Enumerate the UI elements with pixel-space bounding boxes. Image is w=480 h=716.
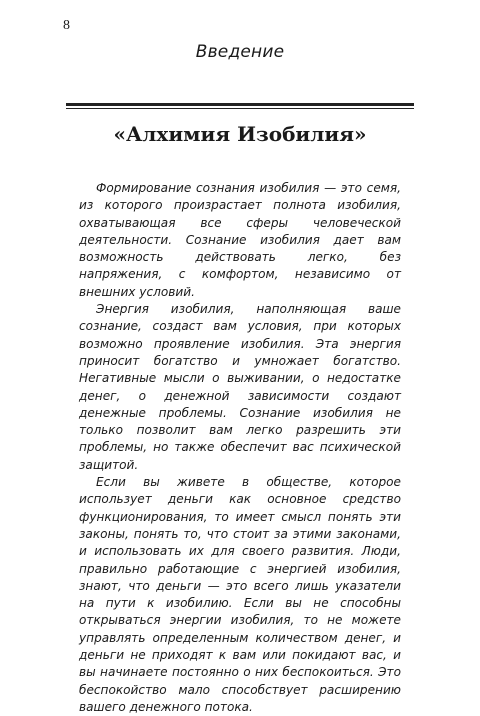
paragraph-2: Энергия изобилия, наполняющая ваше сознание, создаст вам условия, при которых возможно проявление изобилия. Эта энергия приносит богатство и умножает богатство. Негативные мысли о выживании, о недостатке денег, о денежной зависимости создают денежные проблемы. Сознание изобилия не только позволит вам легко разрешить эти проблемы, но также обеспечит вас психической защитой. (79, 302, 401, 472)
header-rule-thin (66, 108, 414, 109)
section-header: Введение (195, 42, 285, 62)
page-number: 8 (63, 18, 70, 33)
paragraph-1: Формирование сознания изобилия — это семя, из которого произрастает полнота изобилия, охватывающая все сферы человеческой деятельности. Сознание изобилия дает вам возможность действовать легко, без напряжения, с комфортом, независимо от внешних условий. (79, 181, 401, 299)
body-text (79, 180, 401, 716)
header-rule-thick (66, 103, 414, 106)
chapter-title: «Алхимия Изобилия» (113, 122, 367, 146)
paragraph-3: Если вы живете в обществе, которое использует деньги как основное средство функционирования, то имеет смысл понять эти законы, понять то, что стоит за этими законами, и использовать их для своего развития. Люди, правильно работающие с энергией изобилия, знают, что деньги — это всего лишь указатели на пути к изобилию. Если вы не способны открываться энергии изобилия, то не можете управлять определенным количеством денег, и деньги не приходят к вам или покидают вас, и вы начинаете постоянно о них беспокоиться. Это беспокойство мало способствует расширению вашего денежного потока. (79, 475, 401, 714)
